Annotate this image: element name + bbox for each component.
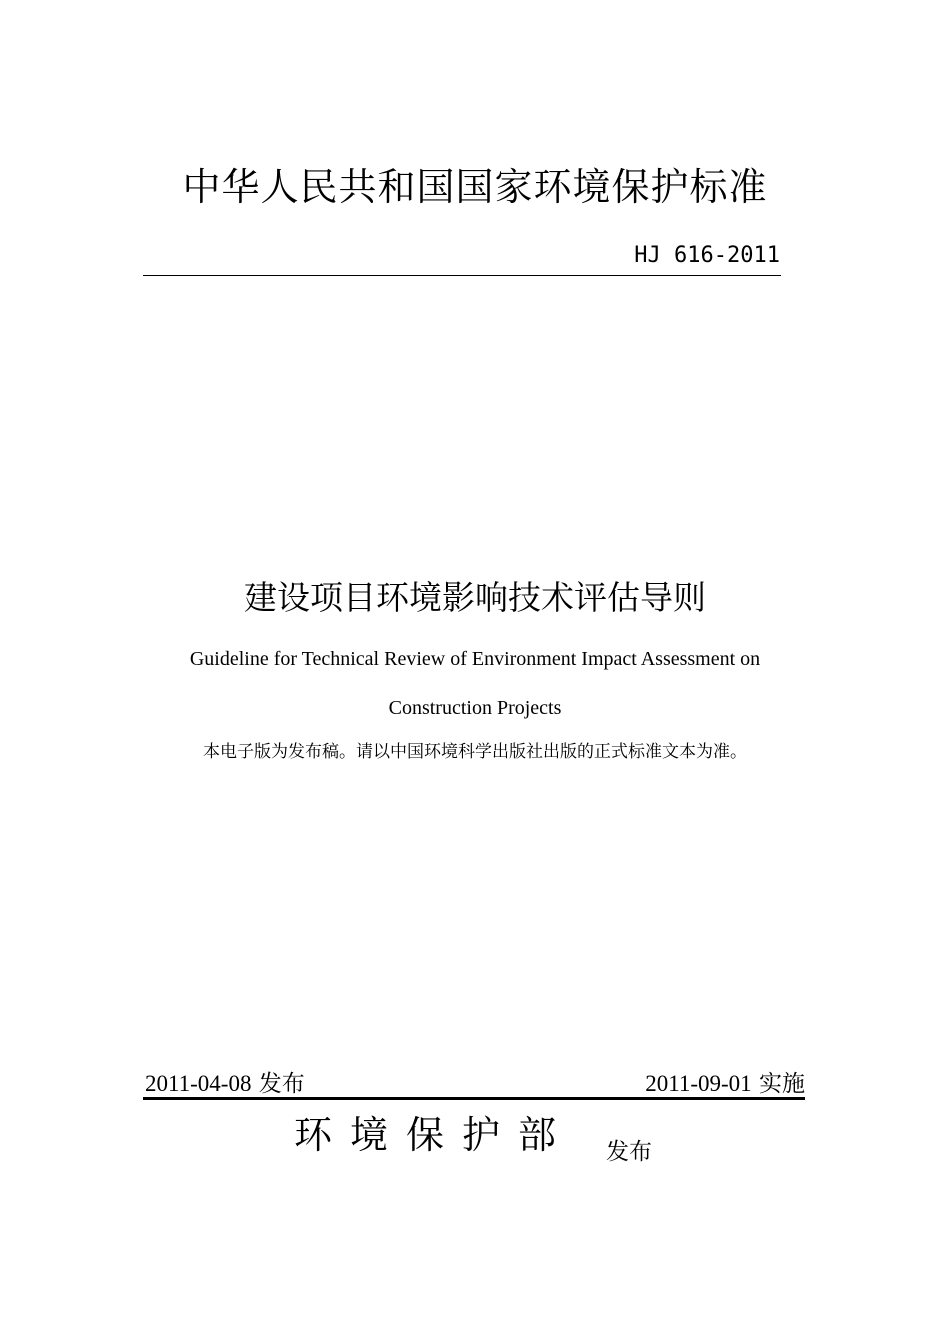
- issue-date: 2011-04-08: [145, 1071, 252, 1096]
- issue-label: 发布: [258, 1071, 305, 1097]
- issue-date-line: [145, 1065, 305, 1098]
- standard-title: 中华人民共和国国家环境保护标准: [182, 165, 768, 209]
- edition-notice: 本电子版为发布稿。请以中国环境科学出版社出版的正式标准文本为准。: [203, 742, 747, 762]
- footer-divider: [143, 1097, 805, 1100]
- document-title-en-line1: Guideline for Technical Review of Environment Impact Assessment on: [189, 648, 761, 670]
- issuer-suffix: 发布: [606, 1139, 652, 1165]
- implement-date-line: [645, 1065, 805, 1098]
- issuer-name: 环境保护部: [294, 1113, 575, 1157]
- implement-label: 实施: [759, 1071, 805, 1097]
- header-divider: [143, 275, 781, 276]
- document-title-cn: 建设项目环境影响技术评估导则: [244, 578, 706, 617]
- document-title-en-line2: Construction Projects: [388, 697, 562, 719]
- implement-date: 2011-09-01: [645, 1071, 752, 1096]
- standard-code: HJ 616-2011: [634, 243, 780, 268]
